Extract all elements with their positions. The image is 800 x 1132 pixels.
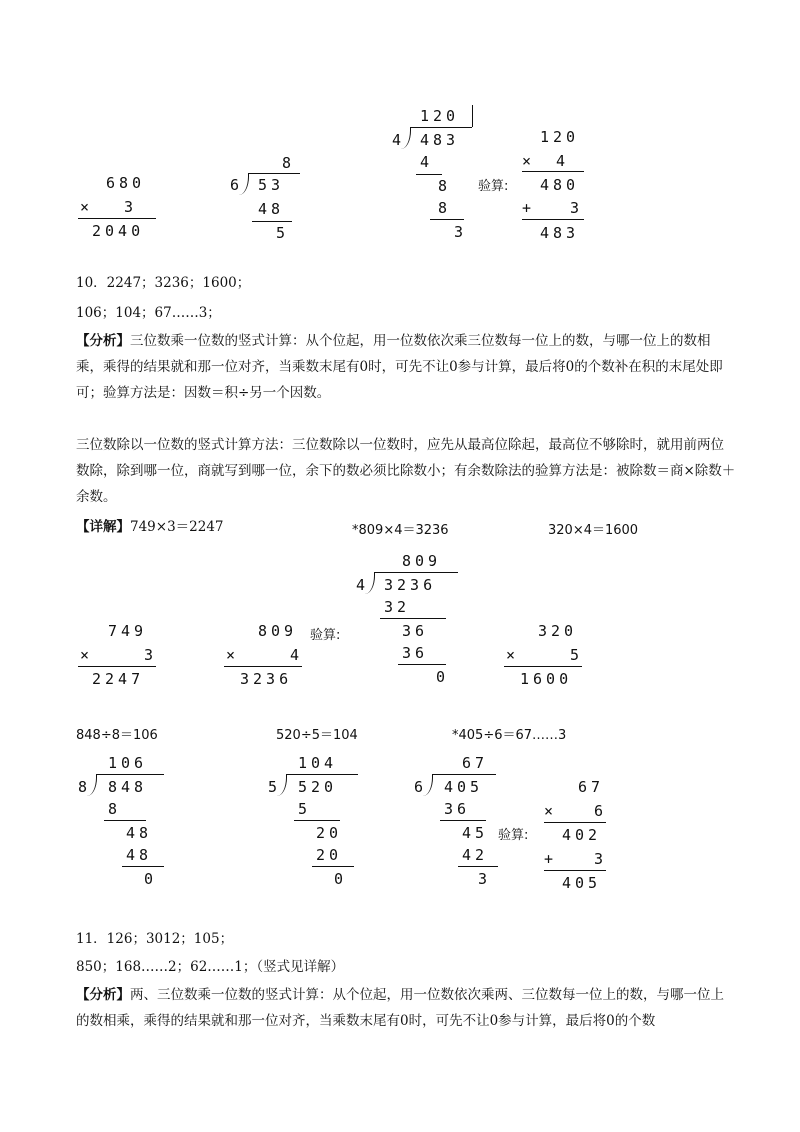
check-label: 验算: (498, 828, 529, 843)
multiplier: 4 (290, 646, 304, 664)
subtract-1: 32 (384, 598, 411, 616)
subtract-2: 42 (462, 846, 489, 864)
q10-analysis-2: 三位数除以一位数的竖式计算方法：三位数除以一位数时，应先从最高位除起，最高位不够除时，就用前两位数除，除到哪一位，商就写到哪一位，余下的数必须比除数小；有余数除法的验算方法是：被除数＝商×除数＋余数。 (76, 437, 736, 505)
divisor: 8 (78, 778, 92, 796)
mul-809x4 (224, 620, 304, 692)
subtract-1: 5 (298, 800, 312, 818)
remainder-1: 45 (462, 824, 489, 842)
product: 402 (562, 826, 602, 844)
product: 3236 (240, 670, 293, 688)
analysis-text-1: 三位数乘一位数的竖式计算：从个位起，用一位数依次乘三位数每一位上的数，与哪一位上的数相乘，乘得的结果就和那一位对齐，当乘数末尾有0时，可先不让0参与计算，最后将0的个数补在积的末尾处即可；验算方法是：因数＝积÷另一个因数。 (76, 333, 723, 401)
equation-405: *405÷6＝67……3 (452, 728, 567, 743)
q11-answer-line-2: 850；168……2；62……1；（竖式见详解） (76, 959, 345, 975)
multiplier: 6 (594, 802, 608, 820)
quotient: 120 (420, 107, 460, 125)
q11-answer-line-1: 11．126；3012；105； (76, 931, 234, 947)
divisor: 4 (392, 131, 406, 149)
subtract-2: 8 (438, 199, 452, 217)
quotient: 8 (282, 154, 296, 172)
multiplicand: 809 (258, 622, 298, 640)
dividend: 53 (258, 176, 285, 194)
check-67x6 (544, 776, 608, 894)
dividend: 483 (420, 131, 460, 149)
q11-analysis (76, 982, 736, 1034)
subtract-1: 4 (420, 153, 434, 171)
mul-749x3 (78, 620, 158, 692)
mul-680x3 (78, 170, 158, 242)
times-sign: × (80, 198, 94, 216)
divisor: 4 (356, 576, 370, 594)
subtract: 48 (258, 200, 285, 218)
product: 2040 (92, 222, 145, 240)
dividend: 848 (108, 778, 148, 796)
multiplier: 3 (124, 198, 138, 216)
div-3236-by-4 (354, 550, 464, 690)
remainder: 0 (144, 870, 158, 888)
divisor: 5 (268, 778, 282, 796)
equation-749: 749×3＝2247 (130, 519, 224, 535)
plus-sign: + (522, 199, 536, 217)
remainder-1: 20 (316, 824, 343, 842)
remainder-added: 3 (570, 199, 584, 217)
q10-answer-line-1: 10．2247；3236；1600； (76, 275, 251, 291)
total: 405 (562, 874, 602, 892)
remainder-1: 36 (402, 622, 429, 640)
analysis-text: 两、三位数乘一位数的竖式计算：从个位起，用一位数依次乘两、三位数每一位上的数，与哪一位上的数相乘，乘得的结果就和那一位对齐，当乘数末尾有0时，可先不让0参与计算，最后将0的个数 (76, 987, 724, 1029)
plus-sign: + (544, 850, 558, 868)
div-848-by-8 (76, 752, 176, 892)
equation-809: *809×4＝3236 (352, 523, 449, 538)
equation-848: 848÷8＝106 (76, 728, 158, 743)
divisor: 6 (414, 778, 428, 796)
div-405-by-6 (412, 752, 502, 892)
product: 480 (540, 176, 580, 194)
div-53-by-6 (228, 152, 308, 242)
equation-320: 320×4＝1600 (548, 523, 639, 538)
subtract-2: 48 (126, 846, 153, 864)
multiplicand: 120 (540, 128, 580, 146)
dividend: 3236 (384, 576, 437, 594)
remainder-1: 48 (126, 824, 153, 842)
analysis-tag: 【分析】 (76, 333, 130, 349)
subtract-2: 20 (316, 846, 343, 864)
multiplier: 4 (556, 152, 570, 170)
check-label: 验算: (310, 628, 341, 643)
product: 1600 (520, 670, 573, 688)
times-sign: × (544, 802, 558, 820)
product: 2247 (92, 670, 145, 688)
quotient: 67 (462, 754, 489, 772)
div-520-by-5 (266, 752, 366, 892)
remainder: 5 (276, 224, 290, 242)
remainder: 3 (478, 870, 492, 888)
div-483-by-4 (390, 105, 480, 245)
remainder-added: 3 (594, 850, 608, 868)
divisor: 6 (230, 176, 244, 194)
times-sign: × (522, 152, 536, 170)
equation-520: 520÷5＝104 (276, 728, 358, 743)
remainder-1: 8 (438, 177, 452, 195)
multiplier: 5 (570, 646, 584, 664)
quotient: 809 (402, 552, 442, 570)
multiplicand: 749 (108, 622, 148, 640)
total: 483 (540, 224, 580, 242)
detail-tag: 【详解】 (76, 519, 130, 535)
multiplicand: 67 (578, 778, 605, 796)
times-sign: × (80, 646, 94, 664)
quotient: 106 (108, 754, 148, 772)
check-120x4 (522, 126, 586, 244)
dividend: 520 (298, 778, 338, 796)
times-sign: × (226, 646, 240, 664)
check-label: 验算: (478, 179, 509, 194)
subtract-2: 36 (402, 644, 429, 662)
dividend: 405 (444, 778, 484, 796)
subtract-1: 8 (108, 800, 122, 818)
analysis-tag: 【分析】 (76, 987, 130, 1003)
multiplier: 3 (144, 646, 158, 664)
remainder: 0 (436, 668, 450, 686)
remainder: 0 (334, 870, 348, 888)
multiplicand: 320 (538, 622, 578, 640)
q10-analysis (76, 328, 736, 406)
subtract-1: 36 (444, 800, 471, 818)
multiplicand: 680 (106, 174, 146, 192)
times-sign: × (506, 646, 520, 664)
q10-answer-line-2: 106；104；67……3； (76, 305, 221, 321)
quotient: 104 (298, 754, 338, 772)
mul-320x5 (504, 620, 584, 692)
remainder: 3 (454, 223, 468, 241)
